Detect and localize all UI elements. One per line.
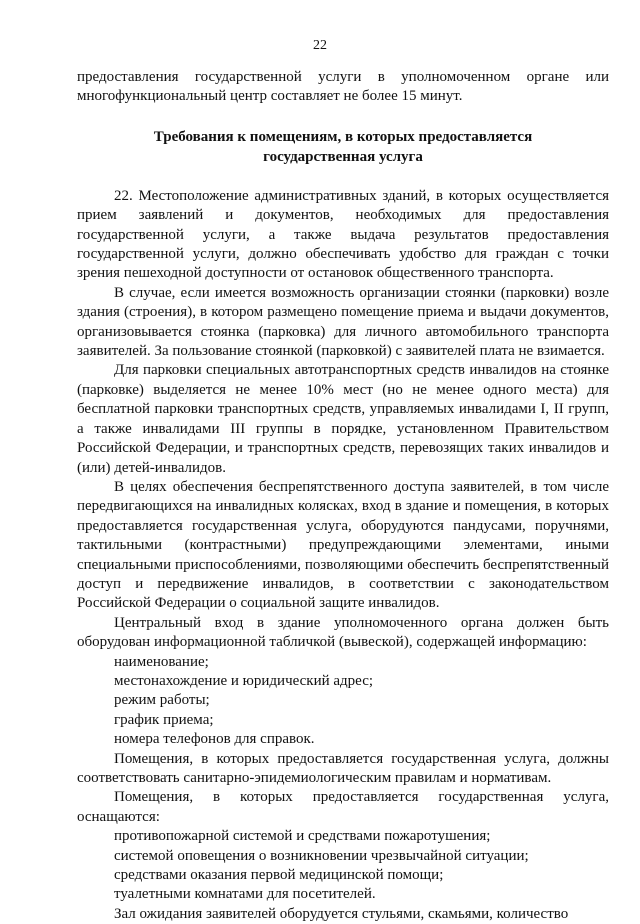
paragraph-equipped: Помещения, в которых предоставляется государственная услуга, оснащаются:: [77, 789, 609, 825]
sign-item-address: местонахождение и юридический адрес;: [114, 672, 374, 689]
document-body: [77, 68, 609, 924]
sign-item-phones: номера телефонов для справок.: [114, 731, 315, 748]
paragraph-parking: В случае, если имеется возможность организации стоянки (парковки) возле здания (строения), в котором размещено помещение приема и выдачи документов, организовывается стоянка (парковка) для личного автомобильного транспорта заявителей. За пользование стоянкой (парковкой) с заявителей плата не взимается.: [77, 284, 609, 360]
paragraph-location: 22. Местоположение административных зданий, в которых осуществляется прием заявлений и документов, необходимых для предоставления государственной услуги, а также выдача результатов предоставления государственной услуги, должно обеспечивать удобство для граждан с точки зрения пешеходной доступности от остановок общественного транспорта.: [77, 187, 609, 282]
equipment-item-first-aid: средствами оказания первой медицинской помощи;: [114, 867, 444, 884]
equipment-item-fire: противопожарной системой и средствами пожаротушения;: [114, 828, 491, 845]
sign-item-work-hours: режим работы;: [114, 692, 210, 709]
paragraph-entrance-sign: Центральный вход в здание уполномоченного органа должен быть оборудован информационной табличкой (вывеской), содержащей информацию:: [77, 614, 609, 651]
paragraph-sanitary: Помещения, в которых предоставляется государственная услуга, должны соответствовать санитарно-эпидемиологическим правилам и нормативам.: [77, 750, 609, 786]
section-heading: Требования к помещениям, в которых предоставляется государственная услуга: [153, 128, 533, 165]
intro-paragraph: предоставления государственной услуги в уполномоченном органе или многофункциональный центр составляет не более 15 минут.: [77, 69, 609, 105]
paragraph-disabled-parking: Для парковки специальных автотранспортных средств инвалидов на стоянке (парковке) выделяется не менее 10% мест (но не менее одного места) для бесплатной парковки транспортных средств, управляемых инвалидами I, II групп, а также инвалидами III группы в порядке, установленном Правительством Российской Федерации, и транспортных средств, перевозящих таких инвалидов и (или) детей-инвалидов.: [77, 362, 609, 476]
paragraph-accessibility: В целях обеспечения беспрепятственного доступа заявителей, в том числе передвигающихся на инвалидных колясках, вход в здание и помещения, в которых предоставляется государственная услуга, оборудуются пандусами, поручнями, тактильными (контрастными) предупреждающими элементами, иными специальными приспособлениями, позволяющими обеспечить беспрепятственный доступ и передвижение инвалидов, в соответствии с законодательством Российской Федерации о социальной защите инвалидов.: [77, 478, 609, 612]
page-number: 22: [313, 38, 327, 53]
paragraph-waiting-room: Зал ожидания заявителей оборудуется стульями, скамьями, количество: [114, 905, 569, 922]
sign-item-reception-schedule: график приема;: [114, 711, 214, 728]
equipment-item-toilets: туалетными комнатами для посетителей.: [114, 886, 376, 903]
equipment-item-alert: системой оповещения о возникновении чрезвычайной ситуации;: [114, 847, 529, 864]
sign-item-name: наименование;: [114, 653, 209, 670]
